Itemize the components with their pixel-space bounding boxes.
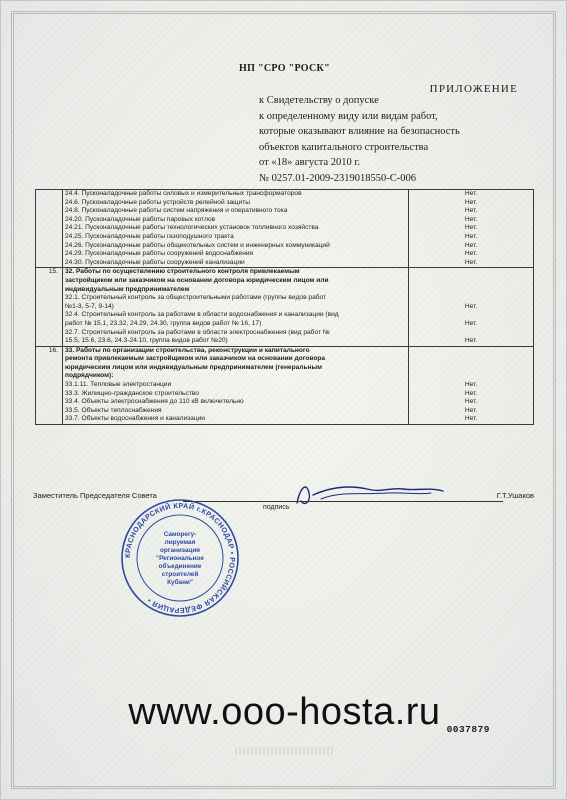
seal-center-line: лируемая [164, 539, 196, 546]
work-value-cell [409, 190, 534, 268]
website-watermark: www.ooo-hosta.ru [128, 691, 441, 733]
work-item-value: Нет. [464, 215, 478, 223]
work-item-value: Нет. [464, 389, 478, 397]
heading-line: к Свидетельству о допуске [259, 95, 379, 106]
serial-number: 0037879 [446, 724, 490, 735]
work-description-cell [63, 268, 409, 346]
table-row [36, 268, 534, 346]
document-heading [259, 93, 460, 187]
work-item-value [411, 268, 531, 277]
heading-line: объектов капитального строительства [259, 141, 429, 153]
work-item-value [411, 294, 531, 303]
work-item-value: Нет. [464, 406, 478, 414]
seal-center-line: объединение [158, 563, 202, 570]
work-item-text: 32.1. Строительный контроль за общестроительными работами (группы видов работ [65, 294, 327, 302]
work-item-text: 32.4. Строительный контроль за работами в области водоснабжения и канализации (вид [65, 311, 339, 319]
work-value-cell [409, 346, 534, 424]
signature-line [183, 501, 503, 502]
row-number [36, 190, 63, 268]
row-number: 16. [36, 346, 63, 424]
work-item-text: подрядчиком): [65, 372, 114, 380]
work-item-text: 33.3. Жилищно-гражданское строительство [65, 389, 199, 397]
work-item-value [411, 329, 531, 338]
work-item-text: 24.4. Пусконаладочные работы силовых и измерительных трансформаторов [65, 190, 302, 197]
work-item-text: 32.7. Строительный контроль за работами в области электроснабжения (вид работ № [65, 328, 330, 336]
appendix-label: ПРИЛОЖЕНИЕ [429, 83, 518, 95]
work-item-text: 32. Работы по осуществлению строительного контроля привлекаемым [65, 268, 300, 276]
work-item-value [411, 286, 531, 295]
work-item-value: Нет. [464, 381, 478, 389]
work-item-value: Нет. [464, 241, 478, 249]
work-item-text: 24.8. Пусконаладочные работы систем напряжения и оперативного тока [65, 207, 288, 215]
heading-line: № 0257.01-2009-2319018550-С-006 [259, 172, 417, 184]
table-row [36, 190, 534, 268]
work-item-text: индивидуальным предпринимателем [65, 285, 190, 293]
work-item-text: 24.20. Пусконаладочные работы паровых котлов [65, 215, 216, 223]
work-item-value: Нет. [464, 319, 478, 327]
round-seal [118, 496, 242, 620]
seal-center-line: организация [159, 547, 201, 554]
security-print-strip [235, 747, 335, 755]
signatory-position: Заместитель Председателя Совета [33, 491, 157, 500]
work-item-text: работ № 15.1, 23.32, 24.29, 24.30, группа видов работ № 16, 17) [65, 319, 262, 327]
work-item-text: 33.1.11. Тепловые электростанции [65, 381, 172, 389]
work-item-text: 33.5. Объекты теплоснабжения [65, 406, 162, 414]
heading-line: которые оказывают влияние на безопасность [259, 126, 460, 138]
work-item-text: юридическим лицом или индивидуальным предпринимателем (генеральным [65, 363, 323, 371]
signature-caption: подпись [263, 504, 290, 511]
work-item-text: 24.26. Пусконаладочные работы общекотельных систем и инженерных коммуникаций [65, 241, 330, 249]
work-item-text: 33. Работы по организации строительства, реконструкции и капитального [65, 346, 310, 354]
seal-center-line: Саморегу- [163, 531, 197, 538]
work-item-value: Нет. [464, 190, 478, 197]
work-item-text: 33.7. Объекты водоснабжения и канализации [65, 415, 205, 423]
work-item-value [411, 311, 531, 320]
work-item-text: 24.30. Пусконаладочные работы сооружений канализации [65, 258, 245, 266]
works-table [35, 189, 534, 425]
table-row [36, 346, 534, 424]
seal-center-line: строителей [161, 571, 199, 578]
heading-line: к определенному виду или видам работ, [259, 110, 438, 122]
work-item-text: №1-3, 5-7, 9-14) [65, 302, 114, 310]
work-item-value [411, 277, 531, 286]
work-item-value: Нет. [464, 224, 478, 232]
work-item-text: 24.21. Пусконаладочные работы технологических установок топливного хозяйства [65, 224, 319, 232]
work-item-value: Нет. [464, 337, 478, 345]
work-item-value: Нет. [464, 198, 478, 206]
seal-center-line: "Региональное [156, 555, 204, 562]
work-value-cell [409, 268, 534, 346]
work-item-text: 15.5, 15.6, 23.6, 24.3-24.10, группа видов работ №20) [65, 337, 228, 345]
work-description-cell [63, 346, 409, 424]
heading-line: от «18» августа 2010 г. [259, 157, 361, 169]
work-item-text: ремонта привлекаемым застройщиком или заказчиком на основании договора [65, 355, 326, 363]
work-item-value: Нет. [464, 415, 478, 423]
work-item-value [411, 364, 531, 373]
work-item-value: Нет. [464, 250, 478, 258]
work-item-value: Нет. [464, 232, 478, 240]
work-item-value: Нет. [464, 398, 478, 406]
work-description-cell [63, 190, 409, 268]
work-item-value [411, 355, 531, 364]
work-item-value [411, 372, 531, 381]
seal-center-line: Кубани" [167, 579, 193, 586]
work-item-value [411, 347, 531, 356]
signatory-name: Г.Т.Ушаков [496, 491, 534, 500]
work-item-value: Нет. [464, 258, 478, 266]
work-item-text: 33.4. Объекты электроснабжения до 110 кВ включительно [65, 398, 244, 406]
organization-name: НП "СРО "РОСК" [239, 63, 330, 74]
seal-outer-text: КРАСНОДАРСКИЙ КРАЙ г.КРАСНОДАР • РОССИЙСКАЯ ФЕДЕРАЦИЯ • [122, 500, 238, 616]
work-item-text: 24.29. Пусконаладочные работы сооружений водоснабжения [65, 250, 254, 258]
work-item-text: 24.6. Пусконаладочные работы устройств релейной защиты [65, 198, 251, 206]
handwritten-signature [291, 477, 451, 513]
work-item-value: Нет. [464, 302, 478, 310]
work-item-text: застройщиком или заказчиком на основании договора юридическим лицом или [65, 276, 329, 284]
row-number: 15. [36, 268, 63, 346]
work-item-text: 24.25. Пусконаладочные работы газоподушного тракта [65, 232, 234, 240]
work-item-value: Нет. [464, 207, 478, 215]
